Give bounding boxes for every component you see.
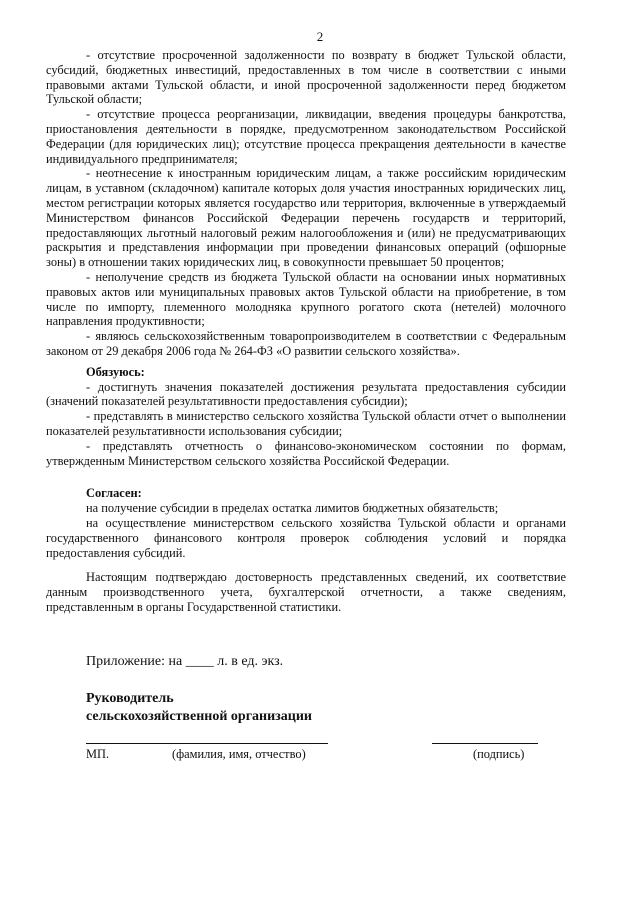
agree-item: на осуществление министерством сельского хозяйства Тульской области и органами государственного финансового контроля проверок соблюдения условий и порядка предоставления субсидий. <box>46 515 566 560</box>
obligations-heading: Обязуюсь: <box>86 364 145 379</box>
condition-paragraph: - отсутствие процесса реорганизации, ликвидации, введения процедуры банкротства, приостановления деятельности в порядке, предусмотренном законодательством Российской Федерации (для юридических лиц); отсутствие процесса прекращения деятельности в качестве индивидуального предпринимателя; <box>46 107 566 166</box>
agree-heading: Согласен: <box>86 486 142 501</box>
name-signature-line <box>86 743 328 744</box>
fio-label: (фамилия, имя, отчество) <box>172 747 306 761</box>
condition-paragraph: - неотнесение к иностранным юридическим лицам, а также российским юридическим лицам, в уставном (складочном) капитале которых доля участия иностранных юридических лиц, местом регистрации которых является государство или территория, включенные в утверждаемый Министерством финансов Российской Федерации перечень государств и территорий, предоставляющих льготный налоговый режим налогообложения и (или) не предусматривающих раскрытия и представления информации при проведении финансовых операций (офшорные зоны) в отношении таких юридических лиц, в совокупности превышает 50 процентов; <box>46 166 566 270</box>
signature-line <box>432 743 538 744</box>
signatory-title <box>86 690 312 726</box>
agree-item: на получение субсидии в пределах остатка лимитов бюджетных обязательств; <box>86 501 499 516</box>
condition-paragraph: - являюсь сельскохозяйственным товаропроизводителем в соответствии с Федеральным законом от 29 декабря 2006 года № 264-ФЗ «О развитии сельского хозяйства». <box>46 329 566 358</box>
obligation-item: - представлять в министерство сельского хозяйства Тульской области отчет о выполнении показателей результативности использования субсидии; <box>46 409 566 438</box>
signature-label: (подпись) <box>473 747 525 761</box>
stamp-label: МП. <box>86 747 110 761</box>
obligation-item: - представлять отчетность о финансово-экономическом состоянии по формам, утвержденным Министерством сельского хозяйства Российской Федерации. <box>46 438 566 468</box>
attachment-line: Приложение: на ____ л. в ед. экз. <box>86 654 284 669</box>
obligation-item: - достигнуть значения показателей достижения результата предоставления субсидии (значений показателей результативности предоставления субсидии); <box>46 379 566 409</box>
signatory-title-line2: сельскохозяйственной организации <box>86 709 313 724</box>
condition-paragraph: - неполучение средств из бюджета Тульской области на основании иных нормативных правовых актов или муниципальных правовых актов Тульской области на приобретение, в том числе по импорту, племенного молодняка крупного рогатого скота (нетелей) молочного направления продуктивности; <box>46 269 566 329</box>
condition-paragraph: - отсутствие просроченной задолженности по возврату в бюджет Тульской области, субсидий, бюджетных инвестиций, предоставленных в том числе в соответствии с иными правовыми актами Тульской области, и иной просроченной задолженности перед бюджетом Тульской области; <box>46 48 566 107</box>
page-number: 2 <box>316 29 324 44</box>
signatory-title-line1: Руководитель <box>86 691 174 706</box>
document-body <box>46 48 566 615</box>
confirmation-paragraph: Настоящим подтверждаю достоверность представленных сведений, их соответствие данным производственного учета, бухгалтерской отчетности, а также сведениям, представленным в органы Государственной статистики. <box>46 570 566 614</box>
